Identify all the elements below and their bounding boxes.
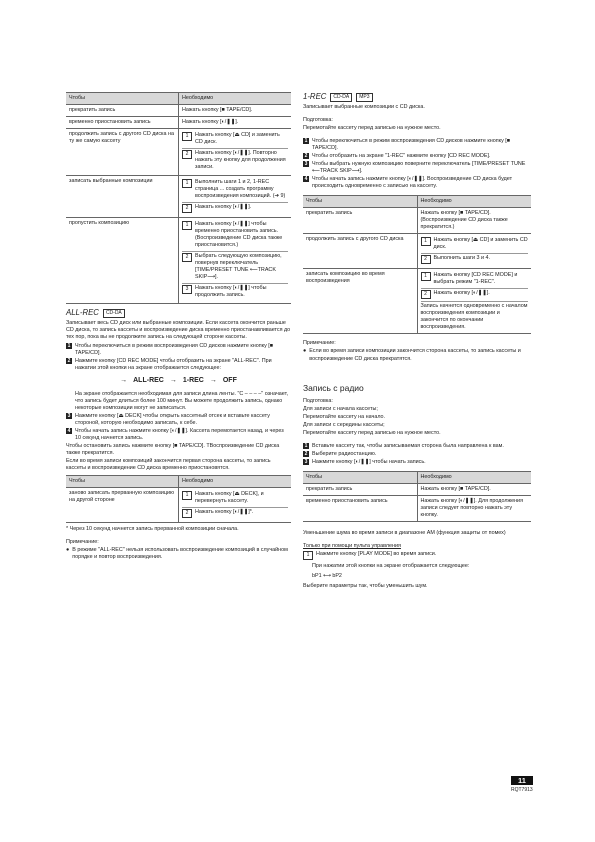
row-instruction (179, 487, 292, 522)
col-header: Необходимо (179, 93, 292, 105)
col-header: Чтобы (303, 196, 417, 208)
note-text: В режиме "ALL-REC" нельзя использовать воспроизведение композиций в случайном порядке и повтор воспроизведения. (72, 546, 288, 560)
row-instruction: Нажать кнопку [■ TAPE/CD]. (179, 105, 292, 117)
prep-title: Подготовка: (303, 117, 333, 124)
row-instruction (179, 218, 292, 304)
row-label: временно приостановить запись (66, 117, 179, 129)
allrec-heading (66, 308, 291, 318)
step-text: Нажать кнопку [◐/❚❚]. Повторно нажать эту кнопку для продолжения записи. (195, 150, 286, 171)
step-number: 2 (182, 150, 192, 159)
row-instruction (417, 234, 531, 269)
step-text: Нажать кнопку [◐/❚❚]. (195, 204, 252, 211)
step-number: 3 (67, 412, 71, 419)
left-column (66, 92, 291, 561)
step-number: 1 (304, 442, 308, 449)
arrow-icon: → (120, 376, 128, 384)
step-text: Нажать кнопку [⏏ CD] и заменить CD диск. (195, 132, 280, 146)
step-text: Нажать кнопку [◐/❚❚] чтобы временно приостановить запись. (Воспроизведение CD диска также приостановится.) (195, 221, 283, 249)
row-extra-text: Запись начнется одновременно с началом воспроизведения композиции и закончится по окончании воспроизведения. (420, 303, 528, 331)
table-row (66, 218, 291, 304)
step-text: Нажать кнопку [◐/❚❚] чтобы продолжить запись. (195, 285, 267, 299)
table-row (303, 483, 531, 495)
step-number: 2 (304, 153, 308, 160)
step-text: Нажмите кнопку [⏏ DECK] чтобы открыть кассетный отсек и вставьте кассету стороной, которую необходимо записать, к себе. (75, 412, 270, 426)
table-row (303, 208, 531, 234)
prep-title: Подготовка: (303, 397, 333, 404)
radio-table (303, 471, 531, 522)
format-badge: CD-DA (330, 93, 352, 102)
step-text: Чтобы начать запись нажмите кнопку [◐/❚❚]. Воспроизведение CD диска будет происходить одновременно с записью на кассету. (312, 176, 513, 190)
page-code: RQT7913 (511, 787, 533, 793)
flow-item: 1-REC (182, 376, 204, 384)
table-row (303, 495, 531, 521)
step-number: 1 (182, 179, 192, 188)
am-noise-title: Уменьшение шума во время записи в диапазоне AM (функция защиты от помех) (303, 529, 506, 536)
step-text: Нажать кнопку [CD REC MODE] и выбрать режим "1-REC". (433, 272, 518, 286)
footnote: * Через 10 секунд начнется запись прерванной композиции сначала. (66, 525, 239, 532)
step-number: 4 (67, 427, 71, 434)
row-instruction (417, 269, 531, 334)
row-label: продолжить запись с другого CD диска на ту же самую кассету (66, 129, 179, 176)
step-text: Нажмите кнопку [CD REC MODE] чтобы отобразить на экране "ALL-REC". При нажатии этой кнопки на экране отображается следующее: (75, 357, 272, 371)
row-instruction: Нажать кнопку [■ TAPE/CD]. (417, 483, 531, 495)
format-badge: CD-DA (103, 309, 125, 318)
arrow-icon: → (169, 376, 177, 384)
step-text: Чтобы переключиться в режим воспроизведения CD дисков нажмите кнопку [■ TAPE/CD]. (75, 342, 274, 356)
row-label: временно приостановить запись (303, 495, 417, 521)
prep-line: Перемотайте кассету перед записью на нужное место. (303, 429, 441, 436)
deck-controls-table (66, 92, 291, 304)
row-label: прекратить запись (66, 105, 179, 117)
step-text: Нажать кнопку [⏏ DECK], и перевернуть кассету. (195, 490, 264, 504)
col-header: Чтобы (66, 93, 179, 105)
step-number: 1 (182, 132, 192, 141)
right-column (303, 92, 531, 591)
row-label: записать выбранные композиции (66, 176, 179, 218)
col-header: Необходимо (417, 196, 531, 208)
note-title: Примечание: (66, 538, 99, 545)
flow-item: ALL-REC (133, 376, 164, 384)
step-number: 1 (303, 551, 313, 560)
step-number: 4 (304, 176, 308, 183)
step-number: 1 (182, 491, 192, 500)
step-text: Нажмите кнопку [◐/❚❚] чтобы начать запись. (312, 458, 426, 465)
remote-title: Только при помощи пульта управления (303, 542, 401, 549)
step-text: Чтобы выбрать нужную композицию поверните переключатель [TIME/PRESET TUNE ⟵TRACK SKIP⟶]. (312, 161, 526, 175)
arrow-icon: → (209, 376, 217, 384)
row-label: записать композицию во время воспроизведения (303, 269, 417, 334)
remote-line: При нажатии этой кнопки на экране отображается следующее: (312, 562, 470, 569)
row-instruction (179, 176, 292, 218)
row-label: пропустить композицию (66, 218, 179, 304)
section-title: ALL-REC (66, 308, 99, 318)
allrec-intro: Записывает весь CD диск или выбранные композиции. Если кассета окончится раньше CD диска, то запись кассеты и воспроизведение диска временно приостанавливается до тех пор, пока вы не продолжите запись на следующей стороне кассеты. (66, 320, 291, 341)
allrec-table (66, 475, 291, 523)
step-text: Выполнить шаги 1 и 2, 1-REC страница ... создать программу воспроизведения композиций. (➔ 9) (195, 179, 286, 200)
prep-line: Перемотайте кассету на начало. (303, 413, 386, 420)
row-label: прекратить запись (303, 208, 417, 234)
table-row (66, 117, 291, 129)
onerec-intro: Записывает выбранные композиции с CD диска. (303, 104, 425, 111)
radio-section-title: Запись с радио (303, 382, 364, 393)
table-row (66, 176, 291, 218)
mode-flow (66, 376, 291, 385)
onerec-heading (303, 92, 531, 102)
step-text: Нажмите кнопку [PLAY MODE] во время записи. (316, 550, 437, 557)
prep-line: Для записи с середины кассеты; (303, 421, 385, 428)
step-number: 2 (182, 509, 192, 518)
row-label: заново записать прерванную композицию на другой стороне (66, 487, 179, 522)
step-number: 1 (421, 272, 431, 281)
bp-display: bP1 ⟷ bP2 (312, 572, 342, 579)
row-instruction: Нажать кнопку [◐/❚❚]. Для продолжения записи следует повторно нажать эту кнопку. (417, 495, 531, 521)
bullet-icon: ● (66, 546, 70, 553)
step-number: 2 (304, 450, 308, 457)
col-header: Необходимо (179, 475, 292, 487)
note-title: Примечание: (303, 340, 336, 347)
col-header: Чтобы (66, 475, 179, 487)
table-row (66, 129, 291, 176)
flow-item: OFF (222, 376, 237, 384)
choose-text: Выберите параметры так, чтобы уменьшить шум. (303, 582, 428, 589)
table-row (66, 487, 291, 522)
step-number: 2 (421, 255, 431, 264)
step-number: 1 (421, 237, 431, 246)
step-number: 1 (304, 138, 308, 145)
step-text: Вставьте кассету так, чтобы записываемая сторона была направлена к вам. (312, 442, 504, 449)
step-text: Выбрать следующую композицию, повернув переключатель [TIME/PRESET TUNE ⟵TRACK SKIP⟶]. (195, 253, 282, 281)
step-number: 2 (182, 204, 192, 213)
row-instruction: Нажать кнопку [◐/❚❚]. (179, 117, 292, 129)
page-number: 11 (511, 776, 533, 785)
step-number: 3 (304, 161, 308, 168)
step-number: 1 (182, 221, 192, 230)
step-text: Чтобы отобразить на экране "1-REC" нажмите кнопку [CD REC MODE]. (312, 153, 491, 160)
step-text: Выберите радиостанцию. (312, 450, 377, 457)
step-number: 2 (182, 253, 192, 262)
step-text: Чтобы переключиться в режим воспроизведения CD дисков нажмите кнопку [■ TAPE/CD]. (312, 138, 511, 152)
step-text: Нажать кнопку [◐/❚❚]. (433, 290, 490, 297)
row-instruction: Нажать кнопку [■ TAPE/CD]. (Воспроизведение CD диска также прекратится.) (417, 208, 531, 234)
prep-line: Для записи с начала кассеты; (303, 405, 378, 412)
table-row (303, 269, 531, 334)
table-row (303, 234, 531, 269)
step-text: Чтобы начать запись нажмите кнопку [◐/❚❚]. Кассета перемотается назад, и через 10 секунд начнется запись. (75, 427, 284, 441)
step-number: 3 (182, 285, 192, 294)
step-number: 2 (421, 290, 431, 299)
row-label: продолжить запись с другого CD диска (303, 234, 417, 269)
step-number: 3 (304, 458, 308, 465)
col-header: Чтобы (303, 471, 417, 483)
col-header: Необходимо (417, 471, 531, 483)
section-title: 1-REC (303, 92, 327, 101)
flow-explanation: На экране отображается необходимая для записи длина ленты. "С – – – –" означает, что запись будет длиться более 100 минут. Вы можете продолжить запись, однако некоторые композиции могут не записаться. (75, 390, 288, 411)
step-text: Нажать кнопку [◐/❚❚]*. (195, 508, 254, 515)
bullet-icon: ● (303, 348, 307, 355)
interrupt-text: Если во время записи композиций закончится первая сторона кассеты, то запись кассеты и воспроизведение CD диска временно приостановятся. (66, 457, 271, 471)
onerec-table (303, 195, 531, 334)
note-text: Если во время записи композиции закончится сторона кассеты, то запись кассеты и воспроизведение CD диска прекратятся. (309, 348, 521, 362)
step-text: Нажать кнопку [⏏ CD] и заменить CD диск. (433, 237, 528, 251)
table-row (66, 105, 291, 117)
prep-text: Перемотайте кассету перед записью на нужное место. (303, 125, 441, 132)
format-badge: MP3 (356, 93, 372, 102)
stop-text: Чтобы остановить запись нажмите кнопку [■ TAPE/CD]. ТВоспроизведение CD диска также прекратится. (66, 442, 280, 456)
step-number: 2 (67, 357, 71, 364)
step-number: 1 (67, 342, 71, 349)
step-text: Выполнить шаги 3 и 4. (433, 255, 490, 262)
row-instruction (179, 129, 292, 176)
row-label: прекратить запись (303, 483, 417, 495)
